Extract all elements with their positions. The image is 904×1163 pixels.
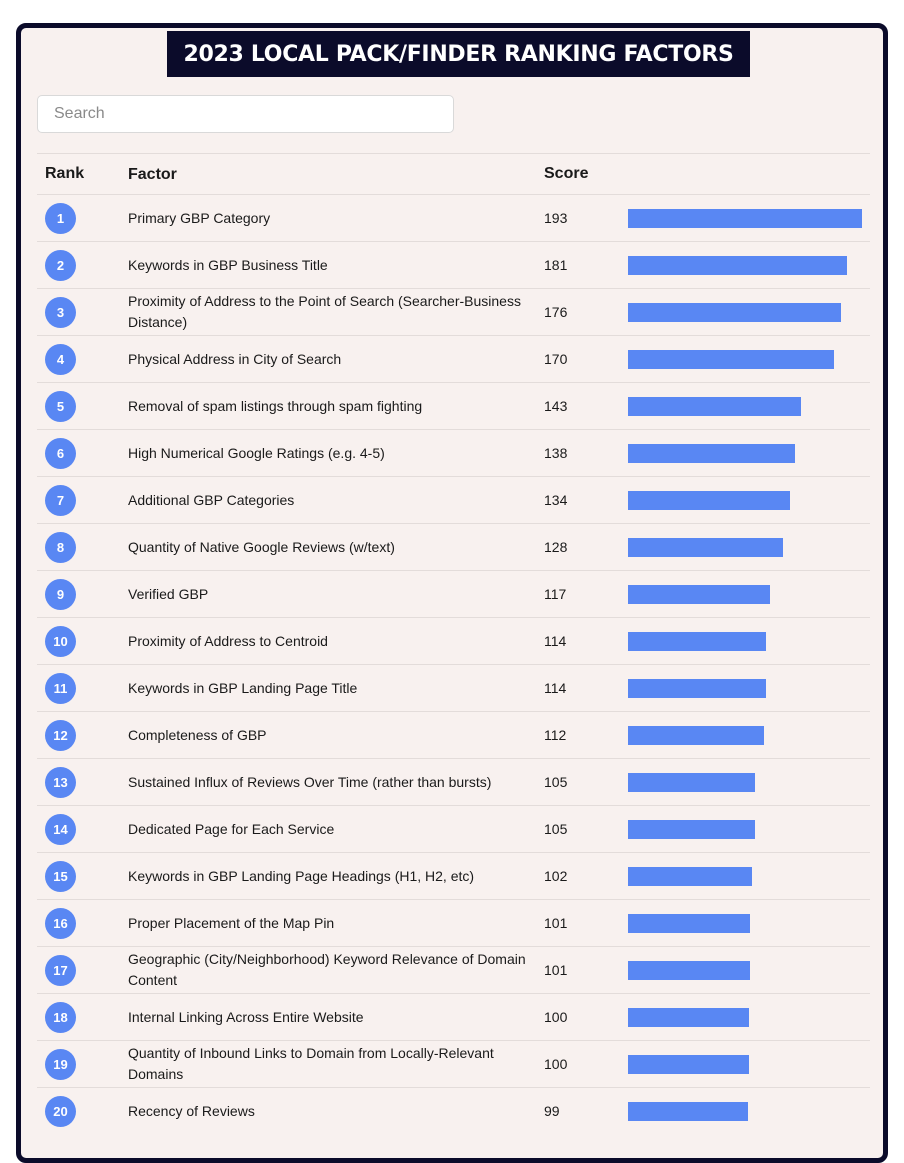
table-row [37, 1040, 870, 1087]
score-cell: 100 [544, 1056, 568, 1072]
factor-cell: Recency of Reviews [128, 1102, 255, 1119]
rank-badge: 16 [45, 908, 76, 939]
table-row [37, 194, 870, 241]
rank-badge: 19 [45, 1049, 76, 1080]
score-cell: 134 [544, 492, 568, 508]
score-cell: 101 [544, 962, 568, 978]
score-cell: 105 [544, 774, 568, 790]
rank-badge: 5 [45, 391, 76, 422]
rank-badge: 18 [45, 1002, 76, 1033]
rank-cell [45, 665, 115, 711]
table-row [37, 617, 870, 664]
table-row [37, 711, 870, 758]
table-row [37, 523, 870, 570]
score-cell: 143 [544, 398, 568, 414]
table-row [37, 570, 870, 617]
rank-badge: 15 [45, 861, 76, 892]
search-input[interactable] [37, 95, 454, 133]
ranking-panel [16, 23, 888, 1163]
rank-cell [45, 947, 115, 993]
score-bar [628, 961, 750, 980]
rank-cell [45, 336, 115, 382]
score-bar [628, 209, 862, 228]
rank-badge: 3 [45, 297, 76, 328]
table-row [37, 664, 870, 711]
rank-cell [45, 195, 115, 241]
rank-cell [45, 430, 115, 476]
factor-cell: Primary GBP Category [128, 209, 271, 226]
page-title: 2023 LOCAL PACK/FINDER RANKING FACTORS [167, 31, 750, 77]
rank-badge: 6 [45, 438, 76, 469]
rank-cell [45, 477, 115, 523]
rank-cell [45, 524, 115, 570]
factor-cell: Proximity of Address to Centroid [128, 632, 328, 649]
score-cell: 193 [544, 210, 568, 226]
score-bar [628, 1008, 749, 1027]
score-cell: 114 [544, 633, 567, 649]
factor-cell: Removal of spam listings through spam fighting [128, 397, 423, 414]
column-header-rank[interactable]: Rank [45, 165, 85, 182]
rank-cell [45, 618, 115, 664]
rank-cell [45, 242, 115, 288]
rank-cell [45, 994, 115, 1040]
factor-cell: Geographic (City/Neighborhood) Keyword Relevance of Domain Content [128, 951, 526, 988]
score-cell: 99 [544, 1103, 560, 1119]
rank-cell [45, 1088, 115, 1134]
factor-cell: Quantity of Native Google Reviews (w/text) [128, 538, 395, 555]
score-bar [628, 444, 795, 463]
rank-badge: 11 [45, 673, 76, 704]
table-row [37, 382, 870, 429]
factor-cell: Proper Placement of the Map Pin [128, 914, 335, 931]
rank-badge: 8 [45, 532, 76, 563]
rank-badge: 1 [45, 203, 76, 234]
rank-cell [45, 853, 115, 899]
column-header-score[interactable]: Score [544, 165, 589, 182]
score-bar [628, 1102, 748, 1121]
table-row [37, 1087, 870, 1134]
score-bar [628, 303, 841, 322]
score-cell: 114 [544, 680, 567, 696]
rank-badge: 2 [45, 250, 76, 281]
table-row [37, 429, 870, 476]
rank-cell [45, 571, 115, 617]
score-bar [628, 867, 752, 886]
factor-cell: High Numerical Google Ratings (e.g. 4-5) [128, 444, 385, 461]
score-cell: 100 [544, 1009, 568, 1025]
score-cell: 117 [544, 586, 567, 602]
score-bar [628, 1055, 749, 1074]
factor-cell: Internal Linking Across Entire Website [128, 1008, 364, 1025]
table-row [37, 241, 870, 288]
score-cell: 176 [544, 304, 568, 320]
table-row [37, 899, 870, 946]
table-row [37, 335, 870, 382]
score-cell: 181 [544, 257, 568, 273]
rank-cell [45, 289, 115, 335]
score-cell: 112 [544, 727, 567, 743]
table-row [37, 993, 870, 1040]
score-cell: 102 [544, 868, 568, 884]
factor-cell: Verified GBP [128, 585, 209, 602]
factor-cell: Sustained Influx of Reviews Over Time (rather than bursts) [128, 773, 492, 790]
score-bar [628, 914, 750, 933]
factor-cell: Quantity of Inbound Links to Domain from Locally-Relevant Domains [128, 1045, 494, 1082]
score-cell: 138 [544, 445, 568, 461]
score-bar [628, 726, 764, 745]
column-header-factor[interactable]: Factor [128, 165, 177, 183]
score-bar [628, 632, 766, 651]
rank-cell [45, 383, 115, 429]
score-cell: 105 [544, 821, 568, 837]
rank-badge: 10 [45, 626, 76, 657]
rank-cell [45, 1041, 115, 1087]
ranking-table [37, 153, 870, 1134]
table-row [37, 852, 870, 899]
rank-badge: 4 [45, 344, 76, 375]
factor-cell: Keywords in GBP Business Title [128, 256, 328, 273]
rank-badge: 7 [45, 485, 76, 516]
rank-badge: 14 [45, 814, 76, 845]
factor-cell: Keywords in GBP Landing Page Title [128, 679, 358, 696]
factor-cell: Proximity of Address to the Point of Search (Searcher-Business Distance) [128, 293, 521, 330]
rank-badge: 20 [45, 1096, 76, 1127]
score-bar [628, 350, 834, 369]
score-cell: 128 [544, 539, 568, 555]
rank-cell [45, 759, 115, 805]
rank-badge: 9 [45, 579, 76, 610]
rank-cell [45, 806, 115, 852]
rank-cell [45, 900, 115, 946]
factor-cell: Additional GBP Categories [128, 491, 295, 508]
table-row [37, 758, 870, 805]
rank-badge: 12 [45, 720, 76, 751]
score-bar [628, 773, 755, 792]
score-bar [628, 820, 755, 839]
rank-badge: 13 [45, 767, 76, 798]
table-row [37, 288, 870, 335]
score-bar [628, 538, 783, 557]
rank-cell [45, 712, 115, 758]
table-row [37, 805, 870, 852]
factor-cell: Completeness of GBP [128, 726, 267, 743]
rank-badge: 17 [45, 955, 76, 986]
score-bar [628, 585, 770, 604]
score-cell: 170 [544, 351, 568, 367]
table-header [37, 153, 870, 194]
score-bar [628, 256, 847, 275]
factor-cell: Keywords in GBP Landing Page Headings (H1, H2, etc) [128, 867, 475, 884]
factor-cell: Physical Address in City of Search [128, 350, 342, 367]
score-bar [628, 397, 801, 416]
factor-cell: Dedicated Page for Each Service [128, 820, 335, 837]
score-cell: 101 [544, 915, 568, 931]
score-bar [628, 679, 766, 698]
score-bar [628, 491, 790, 510]
table-row [37, 946, 870, 993]
table-row [37, 476, 870, 523]
